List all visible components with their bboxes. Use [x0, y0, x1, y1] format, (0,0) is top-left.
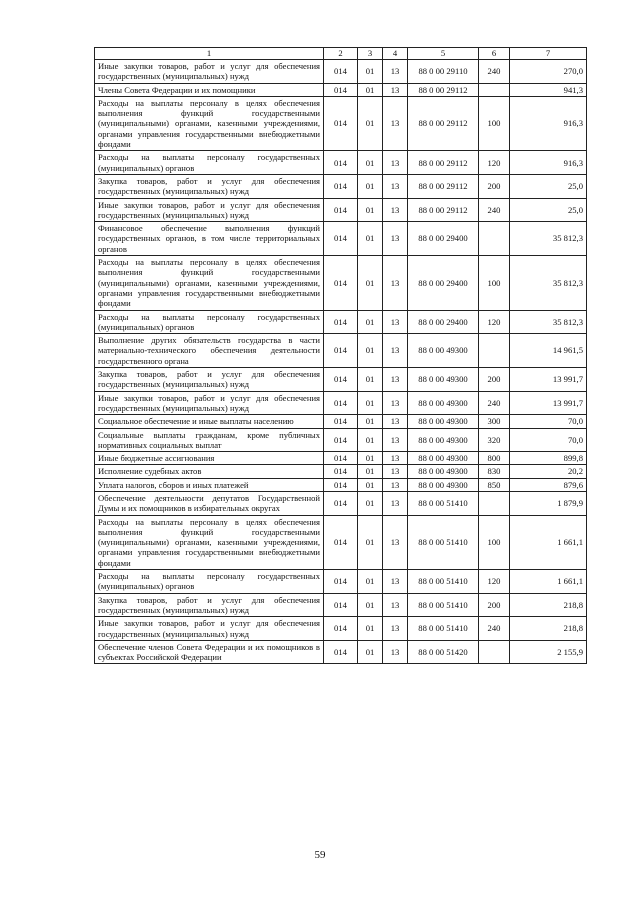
vr-code-cell: 200	[479, 368, 510, 392]
vr-code-cell: 240	[479, 617, 510, 641]
ved-code-cell: 014	[324, 60, 358, 84]
row-name-cell: Иные закупки товаров, работ и услуг для обеспечения государственных (муниципальных) нужд	[95, 198, 324, 222]
csr-code-cell: 88 0 00 49300	[408, 428, 479, 452]
ved-code-cell: 014	[324, 83, 358, 96]
rz-code-cell: 01	[358, 96, 383, 150]
pr-code-cell: 13	[383, 640, 408, 664]
pr-code-cell: 13	[383, 174, 408, 198]
rz-code-cell: 01	[358, 368, 383, 392]
row-name-cell: Уплата налогов, сборов и иных платежей	[95, 478, 324, 491]
csr-code-cell: 88 0 00 49300	[408, 452, 479, 465]
ved-code-cell: 014	[324, 174, 358, 198]
rz-code-cell: 01	[358, 60, 383, 84]
pr-code-cell: 13	[383, 465, 408, 478]
table-row	[95, 96, 587, 150]
col-header-ved: 2	[324, 48, 358, 60]
amount-cell: 2 155,9	[510, 640, 587, 664]
pr-code-cell: 13	[383, 515, 408, 569]
amount-cell: 916,3	[510, 96, 587, 150]
vr-code-cell: 850	[479, 478, 510, 491]
amount-cell: 13 991,7	[510, 368, 587, 392]
pr-code-cell: 13	[383, 570, 408, 594]
amount-cell: 941,3	[510, 83, 587, 96]
vr-code-cell: 100	[479, 96, 510, 150]
vr-code-cell: 200	[479, 593, 510, 617]
ved-code-cell: 014	[324, 570, 358, 594]
row-name-cell: Расходы на выплаты персоналу в целях обеспечения выполнения функций государственными (муниципальными) органами, казенными учреждениями, органами управления государственными внебюджетными фондами	[95, 96, 324, 150]
table-row	[95, 334, 587, 368]
rz-code-cell: 01	[358, 478, 383, 491]
col-header-pr: 4	[383, 48, 408, 60]
table-row	[95, 198, 587, 222]
rz-code-cell: 01	[358, 391, 383, 415]
csr-code-cell: 88 0 00 29112	[408, 151, 479, 175]
rz-code-cell: 01	[358, 515, 383, 569]
col-header-rz: 3	[358, 48, 383, 60]
row-name-cell: Обеспечение деятельности депутатов Государственной Думы и их помощников в избирательных округах	[95, 491, 324, 515]
row-name-cell: Расходы на выплаты персоналу государственных (муниципальных) органов	[95, 570, 324, 594]
vr-code-cell: 320	[479, 428, 510, 452]
amount-cell: 14 961,5	[510, 334, 587, 368]
pr-code-cell: 13	[383, 491, 408, 515]
pr-code-cell: 13	[383, 96, 408, 150]
pr-code-cell: 13	[383, 222, 408, 256]
table-row	[95, 428, 587, 452]
row-name-cell: Выполнение других обязательств государства в части материально-технического обеспечения деятельности государственного органа	[95, 334, 324, 368]
csr-code-cell: 88 0 00 29112	[408, 198, 479, 222]
csr-code-cell: 88 0 00 51410	[408, 570, 479, 594]
rz-code-cell: 01	[358, 617, 383, 641]
pr-code-cell: 13	[383, 368, 408, 392]
table-row	[95, 310, 587, 334]
ved-code-cell: 014	[324, 428, 358, 452]
row-name-cell: Финансовое обеспечение выполнения функций государственных органов, в том числе территориальных органов	[95, 222, 324, 256]
rz-code-cell: 01	[358, 222, 383, 256]
pr-code-cell: 13	[383, 617, 408, 641]
row-name-cell: Расходы на выплаты персоналу в целях обеспечения выполнения функций государственными (муниципальными) органами, казенными учреждениями, органами управления государственными внебюджетными фондами	[95, 256, 324, 310]
row-name-cell: Иные бюджетные ассигнования	[95, 452, 324, 465]
pr-code-cell: 13	[383, 256, 408, 310]
csr-code-cell: 88 0 00 49300	[408, 334, 479, 368]
pr-code-cell: 13	[383, 391, 408, 415]
table-row	[95, 593, 587, 617]
ved-code-cell: 014	[324, 478, 358, 491]
csr-code-cell: 88 0 00 29112	[408, 83, 479, 96]
pr-code-cell: 13	[383, 334, 408, 368]
csr-code-cell: 88 0 00 51410	[408, 491, 479, 515]
page-number: 59	[314, 849, 326, 861]
ved-code-cell: 014	[324, 640, 358, 664]
csr-code-cell: 88 0 00 29400	[408, 256, 479, 310]
amount-cell: 916,3	[510, 151, 587, 175]
rz-code-cell: 01	[358, 415, 383, 428]
csr-code-cell: 88 0 00 29110	[408, 60, 479, 84]
row-name-cell: Социальное обеспечение и иные выплаты населению	[95, 415, 324, 428]
vr-code-cell: 300	[479, 415, 510, 428]
rz-code-cell: 01	[358, 256, 383, 310]
ved-code-cell: 014	[324, 391, 358, 415]
csr-code-cell: 88 0 00 29400	[408, 310, 479, 334]
csr-code-cell: 88 0 00 49300	[408, 415, 479, 428]
row-name-cell: Иные закупки товаров, работ и услуг для обеспечения государственных (муниципальных) нужд	[95, 60, 324, 84]
row-name-cell: Закупка товаров, работ и услуг для обеспечения государственных (муниципальных) нужд	[95, 368, 324, 392]
pr-code-cell: 13	[383, 478, 408, 491]
csr-code-cell: 88 0 00 29112	[408, 174, 479, 198]
col-header-sum: 7	[510, 48, 587, 60]
amount-cell: 1 879,9	[510, 491, 587, 515]
table-row	[95, 151, 587, 175]
vr-code-cell: 830	[479, 465, 510, 478]
ved-code-cell: 014	[324, 515, 358, 569]
ved-code-cell: 014	[324, 222, 358, 256]
ved-code-cell: 014	[324, 256, 358, 310]
col-header-csr: 5	[408, 48, 479, 60]
amount-cell: 20,2	[510, 465, 587, 478]
csr-code-cell: 88 0 00 49300	[408, 391, 479, 415]
table-row	[95, 478, 587, 491]
ved-code-cell: 014	[324, 452, 358, 465]
ved-code-cell: 014	[324, 491, 358, 515]
ved-code-cell: 014	[324, 415, 358, 428]
table-row	[95, 465, 587, 478]
rz-code-cell: 01	[358, 151, 383, 175]
csr-code-cell: 88 0 00 49300	[408, 465, 479, 478]
rz-code-cell: 01	[358, 83, 383, 96]
ved-code-cell: 014	[324, 368, 358, 392]
vr-code-cell: 240	[479, 60, 510, 84]
rz-code-cell: 01	[358, 174, 383, 198]
rz-code-cell: 01	[358, 593, 383, 617]
table-row	[95, 452, 587, 465]
pr-code-cell: 13	[383, 151, 408, 175]
row-name-cell: Члены Совета Федерации и их помощники	[95, 83, 324, 96]
table-row	[95, 368, 587, 392]
rz-code-cell: 01	[358, 334, 383, 368]
rz-code-cell: 01	[358, 428, 383, 452]
row-name-cell: Обеспечение членов Совета Федерации и их помощников в субъектах Российской Федерации	[95, 640, 324, 664]
amount-cell: 25,0	[510, 174, 587, 198]
amount-cell: 879,6	[510, 478, 587, 491]
vr-code-cell: 800	[479, 452, 510, 465]
pr-code-cell: 13	[383, 310, 408, 334]
vr-code-cell: 120	[479, 310, 510, 334]
ved-code-cell: 014	[324, 617, 358, 641]
vr-code-cell	[479, 334, 510, 368]
amount-cell: 35 812,3	[510, 222, 587, 256]
table-row	[95, 617, 587, 641]
csr-code-cell: 88 0 00 29400	[408, 222, 479, 256]
ved-code-cell: 014	[324, 334, 358, 368]
ved-code-cell: 014	[324, 310, 358, 334]
row-name-cell: Закупка товаров, работ и услуг для обеспечения государственных (муниципальных) нужд	[95, 174, 324, 198]
table-row	[95, 391, 587, 415]
rz-code-cell: 01	[358, 452, 383, 465]
csr-code-cell: 88 0 00 49300	[408, 478, 479, 491]
pr-code-cell: 13	[383, 415, 408, 428]
vr-code-cell	[479, 491, 510, 515]
vr-code-cell: 120	[479, 151, 510, 175]
col-header-vr: 6	[479, 48, 510, 60]
header-row	[95, 48, 587, 60]
csr-code-cell: 88 0 00 51410	[408, 593, 479, 617]
amount-cell: 1 661,1	[510, 515, 587, 569]
row-name-cell: Закупка товаров, работ и услуг для обеспечения государственных (муниципальных) нужд	[95, 593, 324, 617]
pr-code-cell: 13	[383, 83, 408, 96]
amount-cell: 13 991,7	[510, 391, 587, 415]
amount-cell: 35 812,3	[510, 310, 587, 334]
table-row	[95, 174, 587, 198]
amount-cell: 218,8	[510, 617, 587, 641]
col-header-name: 1	[95, 48, 324, 60]
vr-code-cell: 240	[479, 391, 510, 415]
table-row	[95, 515, 587, 569]
ved-code-cell: 014	[324, 593, 358, 617]
ved-code-cell: 014	[324, 151, 358, 175]
row-name-cell: Иные закупки товаров, работ и услуг для обеспечения государственных (муниципальных) нужд	[95, 617, 324, 641]
ved-code-cell: 014	[324, 96, 358, 150]
vr-code-cell: 120	[479, 570, 510, 594]
amount-cell: 270,0	[510, 60, 587, 84]
table-row	[95, 222, 587, 256]
table-row	[95, 640, 587, 664]
vr-code-cell: 100	[479, 256, 510, 310]
rz-code-cell: 01	[358, 491, 383, 515]
pr-code-cell: 13	[383, 428, 408, 452]
table-row	[95, 570, 587, 594]
csr-code-cell: 88 0 00 51410	[408, 617, 479, 641]
csr-code-cell: 88 0 00 49300	[408, 368, 479, 392]
amount-cell: 218,8	[510, 593, 587, 617]
pr-code-cell: 13	[383, 452, 408, 465]
amount-cell: 25,0	[510, 198, 587, 222]
table-row	[95, 491, 587, 515]
amount-cell: 35 812,3	[510, 256, 587, 310]
table-row	[95, 83, 587, 96]
vr-code-cell: 100	[479, 515, 510, 569]
amount-cell: 1 661,1	[510, 570, 587, 594]
amount-cell: 899,8	[510, 452, 587, 465]
budget-table	[94, 47, 587, 664]
pr-code-cell: 13	[383, 60, 408, 84]
row-name-cell: Расходы на выплаты персоналу государственных (муниципальных) органов	[95, 151, 324, 175]
rz-code-cell: 01	[358, 570, 383, 594]
amount-cell: 70,0	[510, 428, 587, 452]
rz-code-cell: 01	[358, 640, 383, 664]
vr-code-cell	[479, 640, 510, 664]
pr-code-cell: 13	[383, 198, 408, 222]
table-row	[95, 60, 587, 84]
row-name-cell: Расходы на выплаты персоналу государственных (муниципальных) органов	[95, 310, 324, 334]
csr-code-cell: 88 0 00 51420	[408, 640, 479, 664]
vr-code-cell: 240	[479, 198, 510, 222]
ved-code-cell: 014	[324, 465, 358, 478]
csr-code-cell: 88 0 00 29112	[408, 96, 479, 150]
row-name-cell: Расходы на выплаты персоналу в целях обеспечения выполнения функций государственными (муниципальными) органами, казенными учреждениями, органами управления государственными внебюджетными фондами	[95, 515, 324, 569]
vr-code-cell	[479, 83, 510, 96]
rz-code-cell: 01	[358, 465, 383, 478]
vr-code-cell	[479, 222, 510, 256]
table-row	[95, 415, 587, 428]
row-name-cell: Социальные выплаты гражданам, кроме публичных нормативных социальных выплат	[95, 428, 324, 452]
pr-code-cell: 13	[383, 593, 408, 617]
ved-code-cell: 014	[324, 198, 358, 222]
rz-code-cell: 01	[358, 310, 383, 334]
csr-code-cell: 88 0 00 51410	[408, 515, 479, 569]
vr-code-cell: 200	[479, 174, 510, 198]
table-row	[95, 256, 587, 310]
row-name-cell: Исполнение судебных актов	[95, 465, 324, 478]
rz-code-cell: 01	[358, 198, 383, 222]
row-name-cell: Иные закупки товаров, работ и услуг для обеспечения государственных (муниципальных) нужд	[95, 391, 324, 415]
amount-cell: 70,0	[510, 415, 587, 428]
